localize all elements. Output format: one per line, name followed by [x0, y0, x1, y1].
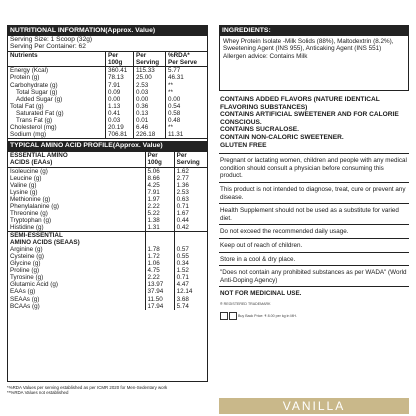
nutrient-perserving: 2.53: [134, 82, 166, 89]
claim-line: CONTAINS ADDED FLAVORS (NATURE IDENTICAL FLAVORING SUBSTANCES): [220, 96, 380, 111]
nutrient-per100: 0.41: [106, 110, 134, 117]
nutrient-per100: 360.41: [106, 67, 134, 75]
note-section: "Does not contain any prohibited substances as per WADA" (World Anti-Doping Agency): [219, 265, 409, 286]
amino-per100: 4.75: [145, 267, 174, 274]
recycle-icon: [220, 312, 228, 320]
amino-name: Lysine (g): [10, 188, 38, 196]
amino-row: [8, 253, 207, 260]
nutrition-row: [8, 67, 207, 75]
amino-row: [8, 196, 207, 203]
nutrient-perserving: 0.00: [134, 96, 166, 103]
nutrient-name: Carbohydrate (g): [10, 81, 58, 89]
amino-perserving: 0.71: [174, 203, 207, 210]
amino-per100: 1.31: [145, 224, 174, 232]
amino-row: [8, 203, 207, 210]
amino-row: [8, 260, 207, 267]
amino-perserving: 2.53: [174, 189, 207, 196]
nutrient-perserving: 0.36: [134, 103, 166, 110]
amino-name: Proline (g): [10, 267, 40, 275]
claim-line: CONTAINS SUCRALOSE.: [220, 126, 300, 134]
nutrient-name: Added Sugar (g): [16, 95, 63, 103]
rda-footnotes: [7, 385, 212, 395]
amino-per100: 1.72: [145, 253, 174, 260]
amino-name: Tryptophan (g): [10, 217, 52, 225]
amino-per100: 1.97: [145, 196, 174, 203]
note-section: Health Supplement should not be used as a substitute for varied diet.: [219, 203, 409, 224]
note-section: Pregnant or lactating women, children and people with any medical condition should consult a physician before consuming this product.: [219, 153, 409, 182]
ingredients-box: [219, 25, 409, 91]
amino-perserving: 0.57: [174, 246, 207, 253]
col-per100: Per 100g: [106, 51, 134, 67]
amino-name: Glycine (g): [10, 260, 41, 268]
amino-row: [8, 246, 207, 253]
buyback-text: Buy Back Price: ₹ 8.00 per kg in MH.: [238, 314, 298, 319]
claim-line: CONTAIN NON-CALORIC SWEETENER.: [220, 133, 344, 141]
amino-table-header: [8, 151, 207, 167]
rda-footnote-1: *%RDA Values per serving established as per ICMR 2020 for Men-Sedentary work: [7, 385, 168, 390]
amino-name: Arginine (g): [10, 246, 43, 254]
nutrition-table-header: [8, 51, 207, 67]
amino-name: Valine (g): [10, 181, 37, 189]
nutrient-rda: 5.77: [166, 67, 208, 75]
amino-perserving: 0.63: [174, 196, 207, 203]
amino-name: Threonine (g): [10, 209, 48, 217]
amino-name: Phenylalanine (g): [10, 202, 60, 210]
amino-row: [8, 189, 207, 196]
note-section: NOT FOR MEDICINAL USE.: [219, 286, 409, 300]
claim-line: GLUTEN FREE: [220, 141, 267, 149]
col-nutrients: Nutrients: [8, 51, 106, 67]
amino-perserving: 12.14: [174, 288, 207, 295]
nutrient-per100: 0.09: [106, 89, 134, 96]
nutrient-name: Cholesterol (mg): [10, 123, 57, 131]
amino-per100: 8.66: [145, 175, 174, 182]
amino-perserving: 4.47: [174, 281, 207, 288]
amino-name: Tyrosine (g): [10, 274, 44, 282]
nutrition-row: [8, 89, 207, 96]
nutrient-per100: 706.81: [106, 131, 134, 139]
trademark-note: ® REGISTERED TRADEMARK: [220, 301, 271, 306]
amino-perserving: 5.74: [174, 303, 207, 310]
amino-perserving: 0.55: [174, 253, 207, 260]
amino-perserving: 1.36: [174, 182, 207, 189]
nutrient-rda: 11.31: [166, 131, 208, 139]
nutrient-rda: **: [166, 82, 208, 89]
nutrition-row: [8, 74, 207, 81]
amino-perserving: 0.71: [174, 274, 207, 281]
nutrition-row: [8, 82, 207, 89]
nutrition-row: [8, 117, 207, 124]
nutrient-rda: 0.00: [166, 96, 208, 103]
nutrition-panel: [7, 25, 208, 382]
nutrient-name: Saturated Fat (g): [16, 109, 64, 117]
amino-row: [8, 267, 207, 274]
note-section: This product is not intended to diagnose, treat, cure or prevent any disease.: [219, 182, 409, 203]
amino-per100: 5.06: [145, 167, 174, 175]
amino-perserving: 0.42: [174, 224, 207, 232]
amino-perserving: 0.34: [174, 260, 207, 267]
amino-name: Methionine (g): [10, 195, 51, 203]
nutrient-per100: 0.00: [106, 96, 134, 103]
symbol-icon: [229, 312, 237, 320]
nutrient-name: Total Fat (g): [10, 102, 44, 110]
amino-per100: 11.50: [145, 296, 174, 303]
nutrient-per100: 78.13: [106, 74, 134, 81]
amino-row: [8, 175, 207, 182]
nutrient-perserving: 25.00: [134, 74, 166, 81]
nutrition-row: [8, 110, 207, 117]
amino-name: Leucine (g): [10, 174, 42, 182]
flavor-banner: VANILLA: [219, 398, 409, 414]
amino-name: SEAAs (g): [10, 295, 40, 303]
amino-title: TYPICAL AMINO ACID PROFILE(Approx. Value): [8, 141, 207, 151]
nutrient-rda: 46.31: [166, 74, 208, 81]
nutrition-row: [8, 131, 207, 139]
col-rda: %RDA* Per Serve: [166, 51, 208, 67]
col-perserving: Per Serving: [134, 51, 166, 67]
amino-name: Isoleucine (g): [10, 167, 48, 175]
allergen-advice: Allergen advice: Contains Milk: [223, 52, 308, 60]
amino-per100: 4.25: [145, 182, 174, 189]
amino-name: Glutamic Acid (g): [10, 281, 58, 289]
amino-per100: 1.06: [145, 260, 174, 267]
col-eaa: ESSENTIAL AMINO ACIDS (EAAs): [8, 151, 145, 167]
amino-per100: 2.22: [145, 203, 174, 210]
note-section: Store in a cool & dry place.: [219, 252, 409, 266]
amino-per100: 37.94: [145, 288, 174, 295]
nutrient-rda: 0.58: [166, 110, 208, 117]
note-section: Keep out of reach of children.: [219, 238, 409, 252]
rda-footnote-2: **%RDA Values not established: [7, 390, 69, 396]
nutrition-row: [8, 124, 207, 131]
claims-and-notes: [219, 95, 409, 320]
nutrition-row: [8, 103, 207, 110]
nutrient-perserving: 115.33: [134, 67, 166, 75]
amino-perserving: 1.67: [174, 210, 207, 217]
nutrient-perserving: 0.03: [134, 89, 166, 96]
servings-per-container: Serving Per Container: 62: [10, 43, 86, 51]
amino-name: EAAs (g): [10, 288, 36, 296]
claims-block: [219, 95, 409, 153]
amino-row: [8, 274, 207, 281]
nutrient-name: Energy (Kcal): [10, 67, 49, 75]
nutrient-per100: 0.03: [106, 117, 134, 124]
amino-per100: 17.94: [145, 303, 174, 310]
nutrient-rda: **: [166, 89, 208, 96]
nutrient-per100: 1.13: [106, 103, 134, 110]
amino-per100: 1.38: [145, 217, 174, 224]
buyback-row: [219, 306, 409, 320]
amino-perserving: 0.44: [174, 217, 207, 224]
amino-per100: 7.91: [145, 189, 174, 196]
amino-row: [8, 288, 207, 295]
amino-row: [8, 210, 207, 217]
nutrient-perserving: 0.13: [134, 110, 166, 117]
nutrient-perserving: 6.46: [134, 124, 166, 131]
amino-row: [8, 303, 207, 310]
amino-name: BCAAs (g): [10, 302, 40, 310]
nutrient-name: Trans Fat (g): [16, 116, 53, 124]
amino-per100: 13.97: [145, 281, 174, 288]
col-amino-perserving: Per Serving: [174, 151, 207, 167]
notes-block: [219, 153, 409, 300]
nutrition-title: NUTRITIONAL INFORMATION(Approx. Value): [8, 26, 207, 36]
seaa-heading: SEMI-ESSENTIAL AMINO ACIDS (SEAAS): [8, 232, 207, 247]
amino-name: Cysteine (g): [10, 253, 44, 261]
amino-per100: 2.22: [145, 274, 174, 281]
claim-line: CONTAINS ARTIFICIAL SWEETENER AND FOR CALORIE CONSCIOUS.: [220, 111, 399, 126]
nutrition-table: [8, 51, 207, 139]
amino-perserving: 1.62: [174, 167, 207, 175]
nutrition-row: [8, 96, 207, 103]
nutrient-per100: 7.91: [106, 82, 134, 89]
ingredients-text: Whey Protein Isolate -Milk Solids (88%), Maltodextrin (8.2%), Sweetening Agent (INS 955), Anticaking Agent (INS 551): [223, 38, 394, 53]
nutrient-name: Protein (g): [10, 74, 40, 82]
nutrient-rda: 0.48: [166, 117, 208, 124]
nutrient-perserving: 0.01: [134, 117, 166, 124]
amino-row: [8, 281, 207, 288]
nutrient-rda: 0.54: [166, 103, 208, 110]
serving-size: Serving Size: 1 Scoop (32g): [10, 36, 93, 43]
nutrient-rda: **: [166, 124, 208, 131]
amino-per100: 5.22: [145, 210, 174, 217]
amino-name: Histidine (g): [10, 224, 44, 232]
amino-perserving: 1.52: [174, 267, 207, 274]
nutrient-name: Total Sugar (g): [16, 88, 58, 96]
amino-perserving: 2.77: [174, 175, 207, 182]
amino-row: [8, 296, 207, 303]
amino-row: [8, 217, 207, 224]
amino-row: [8, 182, 207, 189]
amino-row: [8, 167, 207, 175]
nutrient-name: Sodium (mg): [8, 131, 106, 139]
ingredients-title: INGREDIENTS:: [220, 26, 408, 36]
nutrient-per100: 20.19: [106, 124, 134, 131]
amino-table: [8, 151, 207, 310]
amino-row: [8, 224, 207, 232]
nutrient-perserving: 226.18: [134, 131, 166, 139]
col-amino-per100: Per 100g: [145, 151, 174, 167]
amino-perserving: 3.68: [174, 296, 207, 303]
note-section: Do not exceed the recommended daily usage.: [219, 224, 409, 238]
amino-per100: 1.78: [145, 246, 174, 253]
